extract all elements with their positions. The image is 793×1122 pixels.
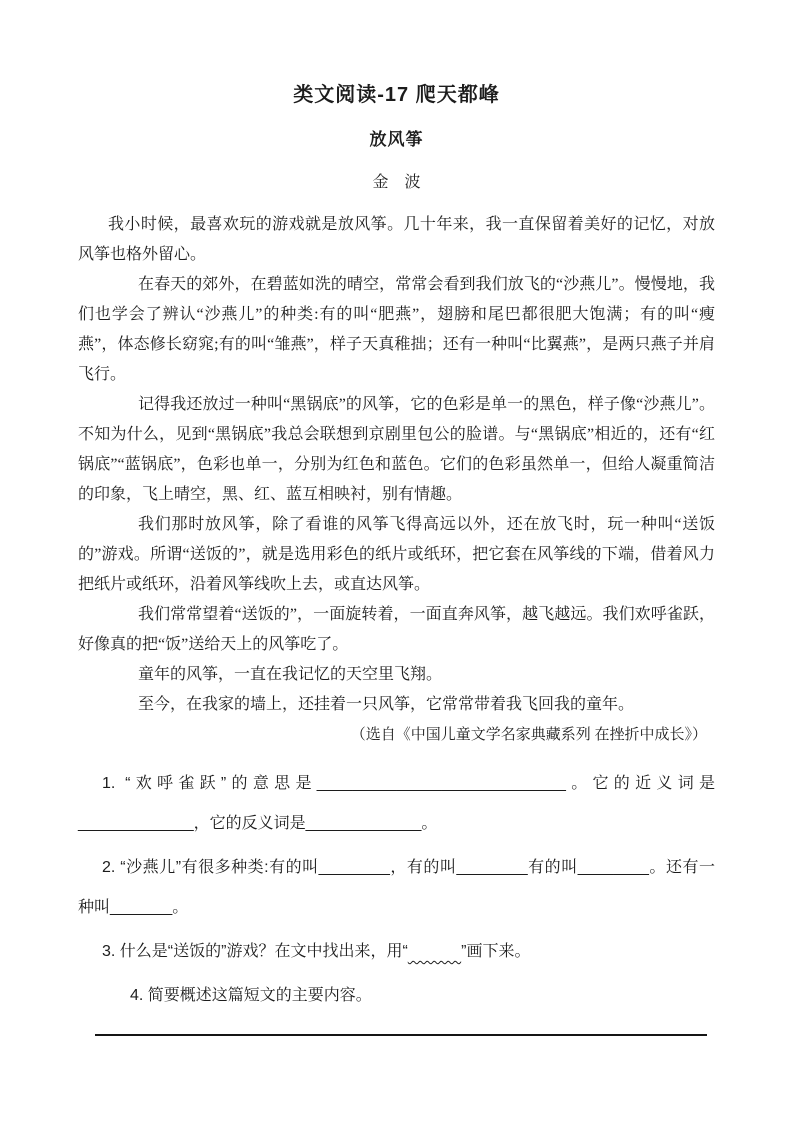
passage-title: 放风筝: [369, 130, 424, 149]
question-2: 2. “沙燕儿”有很多种类:有的叫________，有的叫________有的叫________。还有一种叫_______。: [78, 859, 715, 916]
wavy-underline-blank: [408, 943, 461, 960]
passage-paragraph: 童年的风筝，一直在我记忆的天空里飞翔。: [138, 666, 443, 683]
question-1: 1. “欢呼雀跃”的意思是____________________________。它的近义词是_____________，它的反义词是_____________。: [78, 775, 715, 832]
passage-body: [78, 210, 715, 750]
source-attribution: （选自《中国儿童文学名家典藏系列 在挫折中成长》）: [350, 727, 707, 743]
passage-paragraph: 我们那时放风筝，除了看谁的风筝飞得高远以外，还在放飞时，玩一种叫“送饭的”游戏。所谓“送饭的”，就是选用彩色的纸片或纸环，把它套在风筝线的下端，借着风力把纸片或纸环，沿着风筝线吹上去，或直达风筝。: [78, 516, 715, 593]
question-3-text-end: ”画下来。: [461, 943, 531, 960]
passage-paragraph: 记得我还放过一种叫“黑锅底”的风筝，它的色彩是单一的黑色，样子像“沙燕儿”。不知为什么，见到“黑锅底”我总会联想到京剧里包公的脸谱。与“黑锅底”相近的，还有“红锅底”“蓝锅底”，色彩也单一，分别为红色和蓝色。它们的色彩虽然单一，但给人凝重简洁的印象，飞上晴空，黑、红、蓝互相映衬，别有情趣。: [78, 396, 715, 503]
footer-divider: [95, 1034, 707, 1036]
passage-paragraph: 我小时候，最喜欢玩的游戏就是放风筝。几十年来，我一直保留着美好的记忆，对放风筝也格外留心。: [78, 216, 715, 263]
question-4: 4. 简要概述这篇短文的主要内容。: [130, 987, 372, 1004]
author-name: 金 波: [372, 174, 421, 191]
question-3: [78, 932, 715, 972]
lesson-title: 类文阅读-17 爬天都峰: [293, 84, 500, 106]
passage-paragraph: 至今，在我家的墙上，还挂着一只风筝，它常常带着我飞回我的童年。: [138, 696, 635, 713]
passage-paragraph: 在春天的郊外，在碧蓝如洗的晴空，常常会看到我们放飞的“沙燕儿”。慢慢地，我们也学会了辨认“沙燕儿”的种类:有的叫“肥燕”，翅膀和尾巴都很肥大饱满；有的叫“瘦燕”，体态修长窈窕;有的叫“雏燕”，样子天真稚拙；还有一种叫“比翼燕”，是两只燕子并肩飞行。: [78, 276, 715, 383]
questions-section: [78, 764, 715, 1016]
passage-paragraph: 我们常常望着“送饭的”，一面旋转着，一面直奔风筝，越飞越远。我们欢呼雀跃，好像真的把“饭”送给天上的风筝吃了。: [78, 606, 715, 653]
question-3-text: 3. 什么是“送饭的”游戏？在文中找出来，用“: [102, 943, 408, 960]
